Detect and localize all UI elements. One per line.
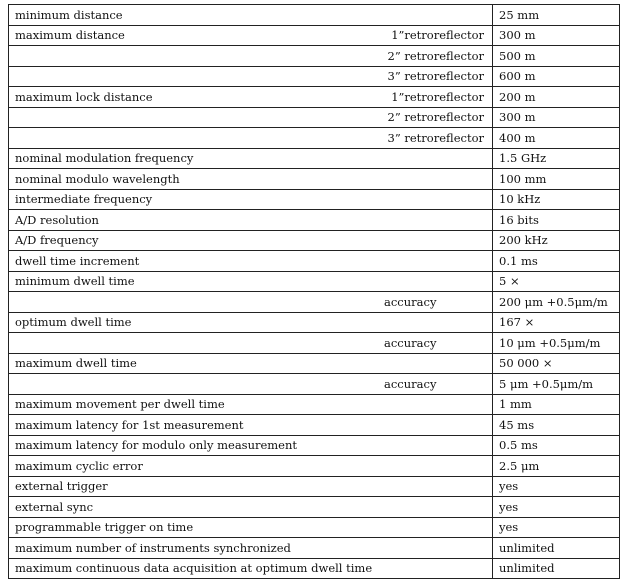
table-row [9,128,620,149]
value-cell: 200 μm +0.5μm/m [493,292,620,313]
retroreflector-label: 3” retroreflector [387,69,484,84]
parameter-cell [9,333,493,354]
parameter-cell [9,456,493,477]
table-row [9,374,620,395]
value-cell: 10 kHz [493,189,620,210]
parameter-name: maximum distance [15,28,125,43]
table-row [9,148,620,169]
parameter-name: A/D frequency [15,233,99,248]
retroreflector-label: 1”retroreflector [391,28,484,43]
value-cell: 0.5 ms [493,435,620,456]
parameter-name: dwell time increment [15,253,140,268]
parameter-name: minimum dwell time [15,274,135,289]
table-row [9,415,620,436]
table-row [9,497,620,518]
table-row [9,292,620,313]
value-cell: 200 m [493,87,620,108]
value-cell: unlimited [493,538,620,559]
parameter-cell [9,312,493,333]
table-row [9,558,620,579]
parameter-cell [9,353,493,374]
value-cell: 600 m [493,66,620,87]
parameter-cell [9,169,493,190]
parameter-cell [9,435,493,456]
parameter-name: maximum number of instruments synchronized [15,540,291,555]
parameter-name: external sync [15,499,94,514]
table-row [9,251,620,272]
value-cell: 45 ms [493,415,620,436]
parameter-name: external trigger [15,479,108,494]
parameter-name: A/D resolution [15,212,99,227]
parameter-name: programmable trigger on time [15,520,194,535]
value-cell: 200 kHz [493,230,620,251]
table-row [9,46,620,67]
parameter-name: nominal modulation frequency [15,151,194,166]
table-row [9,517,620,538]
table-row [9,312,620,333]
parameter-cell [9,46,493,67]
retroreflector-label: 1”retroreflector [391,89,484,104]
parameter-cell [9,292,493,313]
parameter-cell [9,189,493,210]
parameter-cell [9,558,493,579]
parameter-name: maximum cyclic error [15,458,143,473]
value-cell: 500 m [493,46,620,67]
parameter-cell [9,476,493,497]
parameter-name: minimum distance [15,7,123,22]
table-row [9,538,620,559]
parameter-cell [9,107,493,128]
value-cell: 50 000 × [493,353,620,374]
value-cell: 5 μm +0.5μm/m [493,374,620,395]
parameter-name: intermediate frequency [15,192,153,207]
value-cell: yes [493,497,620,518]
table-row [9,210,620,231]
retroreflector-label: 2” retroreflector [387,110,484,125]
specifications-table [8,4,620,579]
parameter-cell [9,538,493,559]
accuracy-label: accuracy [384,376,437,391]
parameter-cell [9,5,493,26]
value-cell: 0.1 ms [493,251,620,272]
value-cell: unlimited [493,558,620,579]
parameter-cell [9,210,493,231]
table-row [9,25,620,46]
value-cell: yes [493,517,620,538]
parameter-cell [9,271,493,292]
value-cell: 1.5 GHz [493,148,620,169]
parameter-cell [9,517,493,538]
table-row [9,394,620,415]
value-cell: 167 × [493,312,620,333]
parameter-name: maximum continuous data acquisition at optimum dwell time [15,561,373,576]
table-row [9,189,620,210]
table-row [9,87,620,108]
parameter-name: optimum dwell time [15,315,132,330]
parameter-cell [9,497,493,518]
parameter-cell [9,251,493,272]
table-row [9,230,620,251]
specifications-table-body [9,5,620,579]
table-row [9,435,620,456]
value-cell: 2.5 μm [493,456,620,477]
value-cell: 5 × [493,271,620,292]
parameter-cell [9,415,493,436]
table-row [9,271,620,292]
accuracy-label: accuracy [384,335,437,350]
value-cell: 1 mm [493,394,620,415]
table-row [9,5,620,26]
table-row [9,66,620,87]
retroreflector-label: 3” retroreflector [387,130,484,145]
table-row [9,456,620,477]
parameter-name: maximum movement per dwell time [15,397,225,412]
parameter-name: maximum lock distance [15,89,153,104]
value-cell: 16 bits [493,210,620,231]
table-row [9,476,620,497]
value-cell: 300 m [493,25,620,46]
parameter-cell [9,148,493,169]
parameter-name: maximum dwell time [15,356,137,371]
value-cell: 100 mm [493,169,620,190]
parameter-cell [9,394,493,415]
parameter-cell [9,128,493,149]
parameter-cell [9,374,493,395]
parameter-cell [9,66,493,87]
parameter-cell [9,230,493,251]
parameter-name: maximum latency for 1st measurement [15,417,244,432]
value-cell: 400 m [493,128,620,149]
parameter-cell [9,25,493,46]
value-cell: yes [493,476,620,497]
parameter-name: maximum latency for modulo only measurement [15,438,298,453]
table-row [9,169,620,190]
value-cell: 300 m [493,107,620,128]
accuracy-label: accuracy [384,294,437,309]
value-cell: 25 mm [493,5,620,26]
table-row [9,107,620,128]
table-row [9,353,620,374]
value-cell: 10 μm +0.5μm/m [493,333,620,354]
retroreflector-label: 2” retroreflector [387,48,484,63]
parameter-name: nominal modulo wavelength [15,171,180,186]
table-row [9,333,620,354]
parameter-cell [9,87,493,108]
